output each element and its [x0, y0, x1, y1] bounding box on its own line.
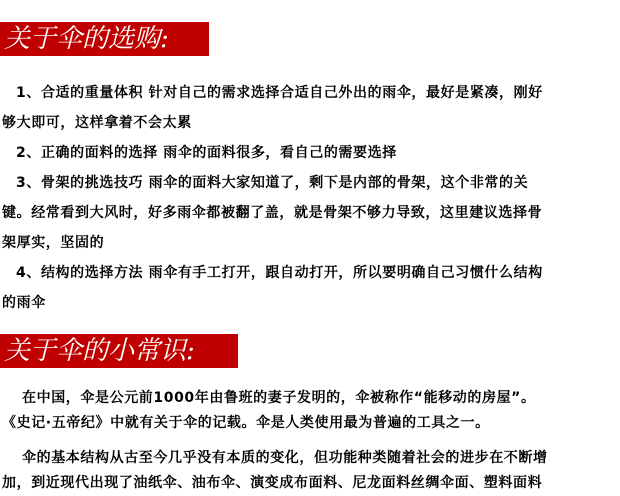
tip-3-line-1: 3、骨架的挑选技巧 雨伞的面料大家知道了，剩下是内部的骨架，这个非常的关: [16, 175, 529, 191]
history-line-1: 在中国，伞是公元前1000年由鲁班的妻子发明的，伞被称作“能移动的房屋”。: [22, 390, 536, 406]
tip-3-line-2: 键。经常看到大风时，好多雨伞都被翻了盖，就是骨架不够力导致，这里建议选择骨: [2, 205, 543, 221]
tip-4-line-1: 4、结构的选择方法 雨伞有手工打开，跟自动打开，所以要明确自己习惯什么结构: [16, 265, 543, 281]
umbrella-history-paragraph: [2, 386, 616, 436]
tip-1-line-1: 1、合适的重量体积 针对自己的需求选择合适自己外出的雨伞，最好是紧凑，刚好: [16, 85, 543, 101]
structure-line-2: 加，到近现代出现了油纸伞、油布伞、演变成布面料、尼龙面料丝绸伞面、塑料面料: [2, 475, 543, 491]
tip-1-line-2: 够大即可，这样拿着不会太累: [2, 115, 192, 131]
tip-3-line-3: 架厚实，坚固的: [2, 235, 105, 251]
tip-4-line-2: 的雨伞: [2, 295, 46, 311]
purchase-tips-list: [2, 78, 616, 318]
section-title-umbrella-purchase: 关于伞的选购:: [0, 22, 209, 56]
structure-line-1: 伞的基本结构从古至今几乎没有本质的变化，但功能种类随着社会的进步在不断增: [22, 450, 548, 466]
history-line-2: 《史记·五帝纪》中就有关于伞的记载。伞是人类使用最为普遍的工具之一。: [2, 415, 490, 431]
umbrella-structure-paragraph: [2, 446, 616, 496]
section-title-umbrella-facts: 关于伞的小常识:: [0, 334, 238, 368]
tip-2-line-1: 2、正确的面料的选择 雨伞的面料很多，看自己的需要选择: [16, 145, 397, 161]
